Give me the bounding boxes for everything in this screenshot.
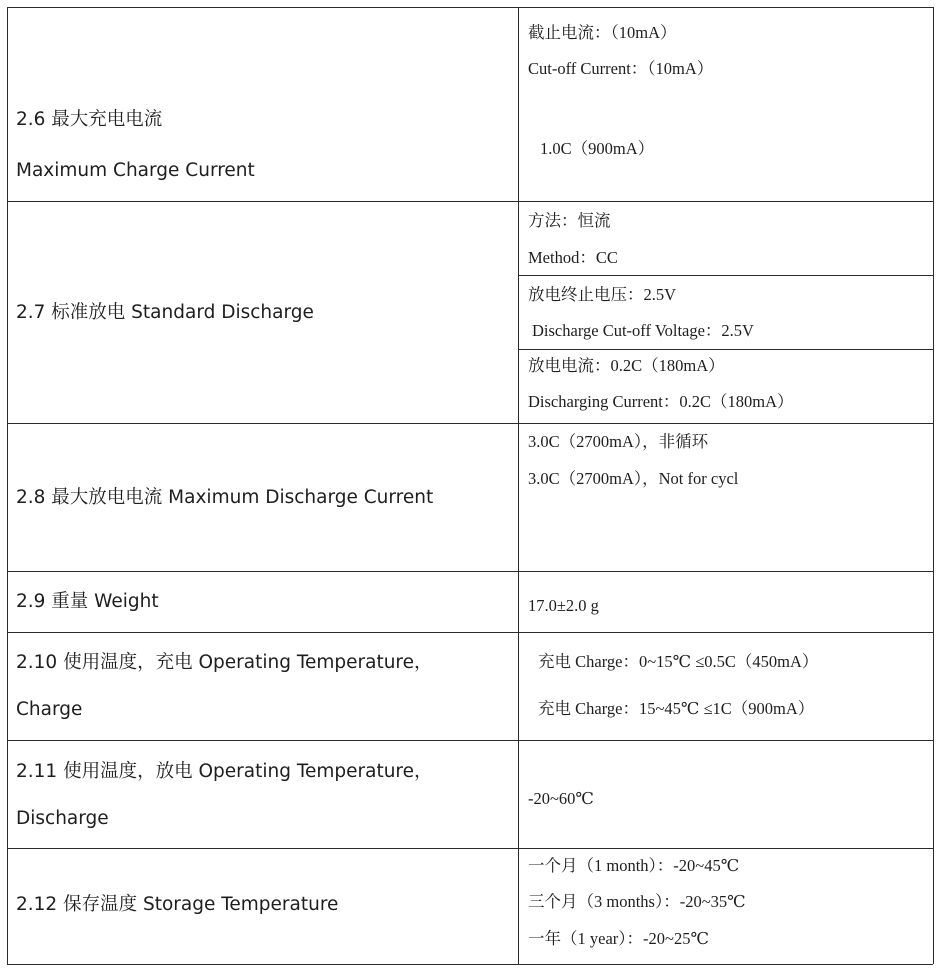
row-divider	[7, 571, 933, 572]
row-divider	[7, 423, 933, 424]
table-border-top	[7, 7, 933, 8]
row-label-operating-temp-discharge-cont: Discharge	[16, 808, 109, 829]
row-label-weight: 2.9 重量 Weight	[16, 591, 159, 612]
discharge-cutoff-voltage-en: Discharge Cut-off Voltage：2.5V	[532, 321, 754, 340]
subcell-divider	[518, 349, 933, 350]
row-label-max-discharge-current: 2.8 最大放电电流 Maximum Discharge Current	[16, 487, 434, 508]
row-divider	[7, 848, 933, 849]
max-discharge-current-en: 3.0C（2700mA），Not for cycl	[528, 469, 739, 488]
table-border-left	[7, 7, 8, 964]
max-discharge-current-cn: 3.0C（2700mA），非循环	[528, 432, 709, 451]
row-label-storage-temperature: 2.12 保存温度 Storage Temperature	[16, 894, 339, 915]
cutoff-current-cn: 截止电流：（10mA）	[528, 23, 677, 42]
row-label-max-charge-current: 2.6 最大充电电流	[16, 109, 163, 130]
row-label-operating-temp-charge-cont: Charge	[16, 699, 83, 720]
row-label-standard-discharge: 2.7 标准放电 Standard Discharge	[16, 302, 314, 323]
charge-temp-high: 充电 Charge：15~45℃ ≤1C（900mA）	[538, 699, 815, 718]
row-divider	[7, 632, 933, 633]
discharge-method-en: Method：CC	[528, 248, 618, 267]
cutoff-current-en: Cut-off Current：（10mA）	[528, 59, 714, 78]
storage-temp-1-month: 一个月（1 month）：-20~45℃	[528, 856, 740, 875]
discharge-temp-range: -20~60℃	[528, 789, 594, 808]
discharge-cutoff-voltage-cn: 放电终止电压：2.5V	[528, 285, 677, 304]
row-divider	[7, 740, 933, 741]
subcell-divider	[518, 275, 933, 276]
row-label-operating-temp-discharge: 2.11 使用温度，放电 Operating Temperature，	[16, 761, 433, 782]
table-border-bottom	[7, 964, 933, 965]
table-border-right	[933, 7, 934, 964]
row-divider	[7, 201, 933, 202]
max-charge-current-value: 1.0C（900mA）	[540, 139, 655, 158]
row-label-operating-temp-charge: 2.10 使用温度，充电 Operating Temperature，	[16, 652, 433, 673]
row-label-max-charge-current-en: Maximum Charge Current	[16, 160, 255, 181]
discharge-method-cn: 方法：恒流	[528, 211, 611, 230]
weight-value: 17.0±2.0 g	[528, 596, 599, 615]
discharging-current-en: Discharging Current：0.2C（180mA）	[528, 392, 794, 411]
storage-temp-1-year: 一年（1 year）：-20~25℃	[528, 929, 709, 948]
column-divider	[518, 7, 519, 964]
storage-temp-3-months: 三个月（3 months）：-20~35℃	[528, 892, 746, 911]
discharging-current-cn: 放电电流：0.2C（180mA）	[528, 356, 725, 375]
charge-temp-low: 充电 Charge：0~15℃ ≤0.5C（450mA）	[538, 652, 819, 671]
